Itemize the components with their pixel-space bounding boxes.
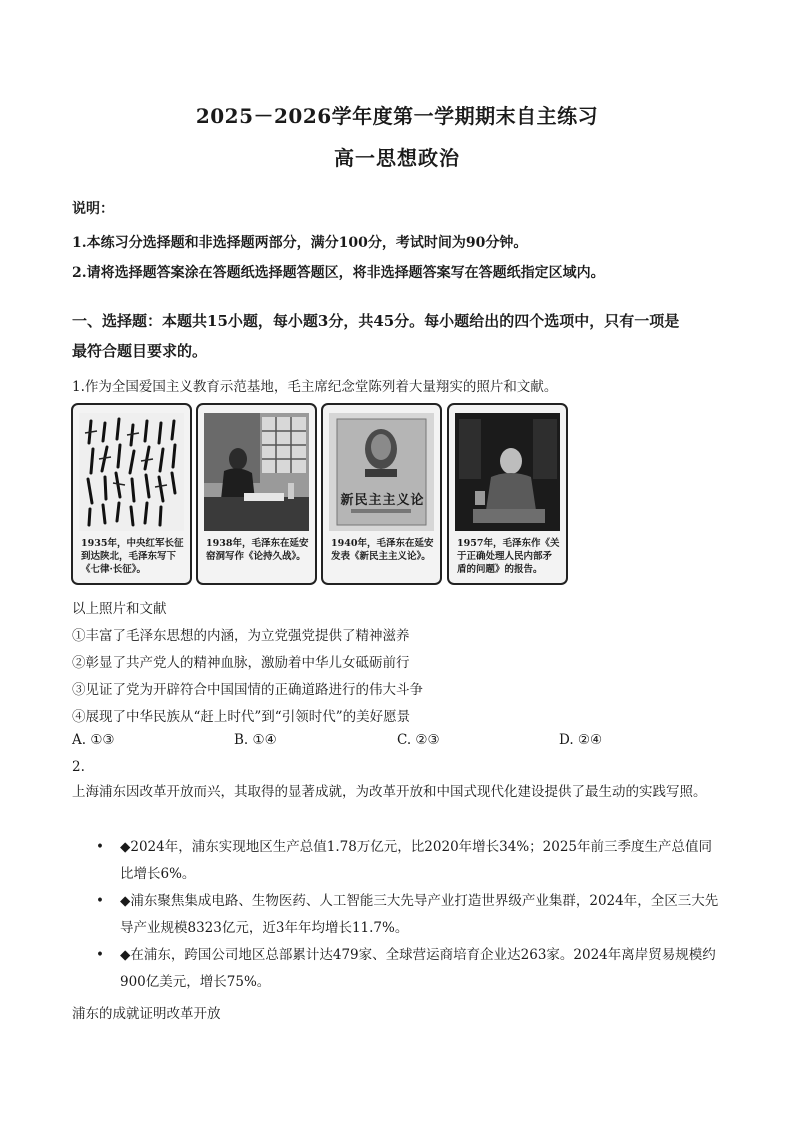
exam-title: 2025－2026学年度第一学期期末自主练习 <box>195 104 599 128</box>
bullet-text-3: ◆在浦东，跨国公司地区总部累计达479家、全球营运商培育企业达263家。2024年离岸贸易规模约900亿美元，增长75%。 <box>120 947 716 990</box>
speech-photo-image <box>455 413 560 531</box>
question-1-item-3: ③见证了党为开辟符合中国国情的正确道路进行的伟大斗争 <box>72 682 423 698</box>
instruction-line-1: 1.本练习分选择题和非选择题两部分，满分100分，考试时间为90分钟。 <box>72 235 528 251</box>
option-a: A. ①③ <box>72 732 115 748</box>
question-2-stem: 上海浦东因改革开放而兴，其取得的显著成就，为改革开放和中国式现代化建设提供了最生动的实践写照。 <box>72 784 707 800</box>
question-1-stem: 1.作为全国爱国主义教育示范基地，毛主席纪念堂陈列着大量翔实的照片和文献。 <box>72 379 558 395</box>
question-2-number: 2. <box>72 759 85 775</box>
question-2-conclusion: 浦东的成就证明改革开放 <box>72 1006 221 1022</box>
writing-photo-image <box>204 413 309 531</box>
photo-strip <box>71 401 569 585</box>
question-1-item-2: ②彰显了共产党人的精神血脉，激励着中华儿女砥砺前行 <box>72 655 410 671</box>
photo-caption-1: 1935年，中央红军长征到达陕北，毛泽东写下《七律·长征》。 <box>81 538 184 575</box>
option-c: C. ②③ <box>397 732 440 748</box>
bullet-mark: • <box>96 839 104 855</box>
section-heading-line-2: 最符合题目要求的。 <box>72 342 208 360</box>
bullet-mark: • <box>96 893 104 909</box>
bullet-text-2: ◆浦东聚焦集成电路、生物医药、人工智能三大先导产业打造世界级产业集群，2024年，全区三大先导产业规模8323亿元，近3年年均增长11.7%。 <box>120 893 719 936</box>
question-2-bullets <box>96 834 722 996</box>
section-heading-line-1: 一、选择题：本题共15小题，每小题3分，共45分。每小题给出的四个选项中，只有一项是 <box>72 312 680 330</box>
subject-title: 高一思想政治 <box>334 146 460 170</box>
book-cover-image <box>329 413 434 531</box>
question-1-lead: 以上照片和文献 <box>72 601 167 617</box>
question-1-item-4: ④展现了中华民族从“赶上时代”到“引领时代”的美好愿景 <box>72 709 411 725</box>
question-1-item-1: ①丰富了毛泽东思想的内涵，为立党强党提供了精神滋养 <box>72 628 410 644</box>
bullet-mark: • <box>96 947 104 963</box>
instructions-label: 说明： <box>72 201 114 217</box>
photo-card-cave-writing <box>196 403 317 585</box>
calligraphy-image <box>79 413 184 531</box>
instruction-line-2: 2.请将选择题答案涂在答题纸选择题答题区，将非选择题答案写在答题纸指定区域内。 <box>72 265 605 281</box>
photo-card-book <box>321 403 442 585</box>
list-item <box>96 942 722 996</box>
list-item <box>96 834 722 888</box>
photo-caption-2: 1938年，毛泽东在延安窑洞写作《论持久战》。 <box>206 538 309 562</box>
book-title: 新民主主义论 <box>340 493 425 508</box>
option-b: B. ①④ <box>234 732 277 748</box>
photo-caption-3: 1940年，毛泽东在延安发表《新民主主义论》。 <box>331 538 434 562</box>
photo-card-speech <box>447 403 568 585</box>
photo-card-calligraphy <box>71 403 192 585</box>
option-d: D. ②④ <box>559 732 603 748</box>
list-item <box>96 888 722 942</box>
photo-caption-4: 1957年，毛泽东作《关于正确处理人民内部矛盾的问题》的报告。 <box>457 538 560 575</box>
bullet-text-1: ◆2024年，浦东实现地区生产总值1.78万亿元，比2020年增长34%；2025年前三季度生产总值同比增长6%。 <box>120 839 713 882</box>
